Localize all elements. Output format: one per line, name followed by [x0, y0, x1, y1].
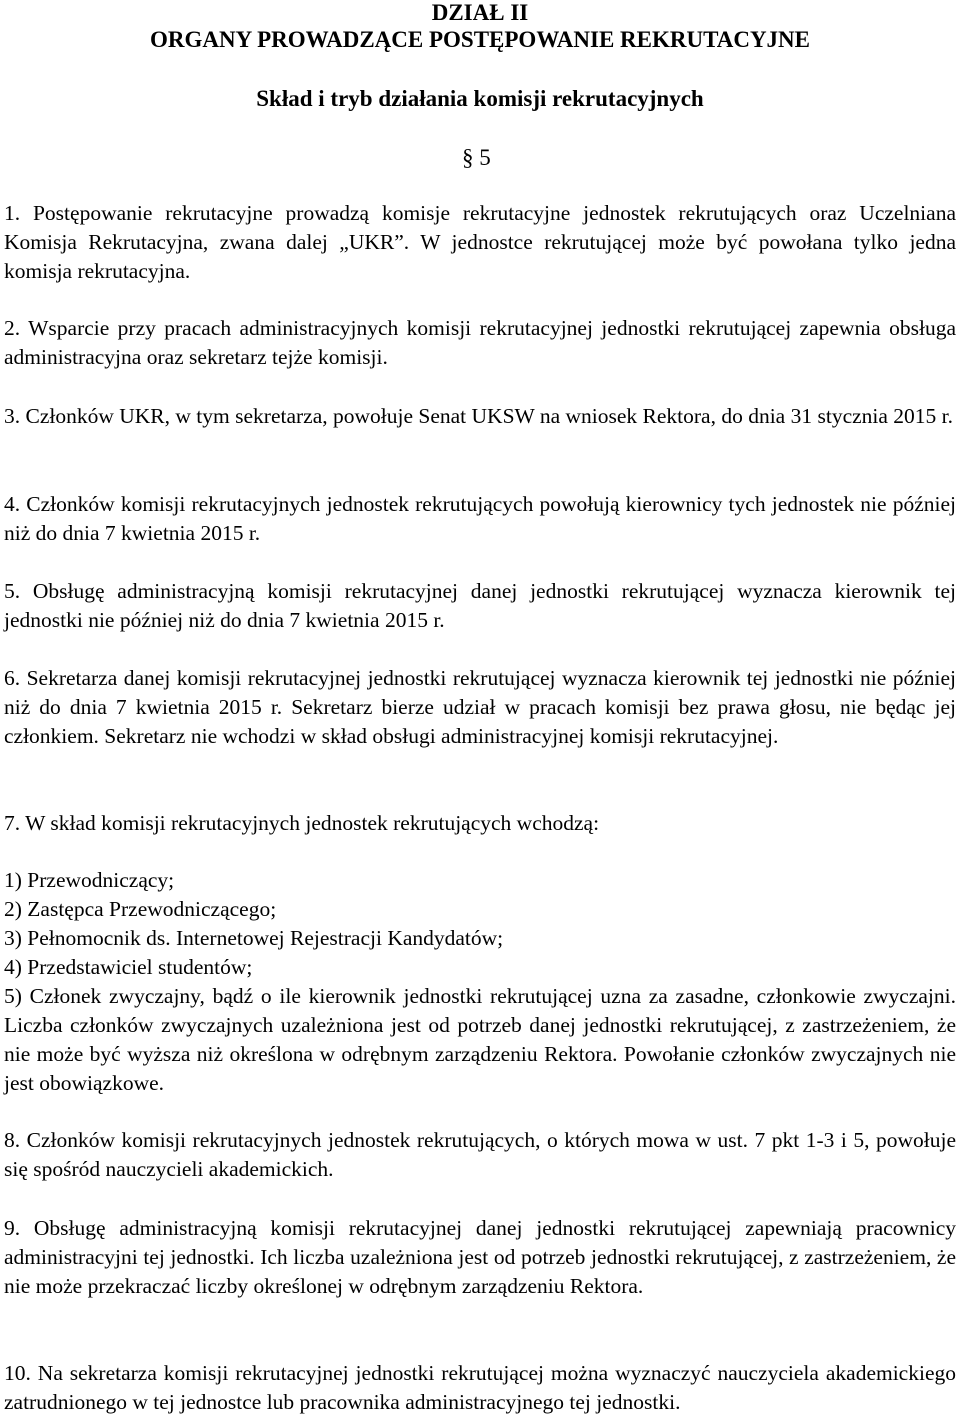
list-item: 5) Członek zwyczajny, bądź o ile kierownik jednostki rekrutującej uzna za zasadne, członkowie zwyczajni. Liczba członków zwyczajnych uzależniona jest od potrzeb danej jednostki rekrutującej, z zastrzeżeniem, że nie może być wyższa niż określona w odrębnym zarządzeniu Rektora. Powołanie członków zwyczajnych nie jest obowiązkowe. — [4, 984, 956, 1095]
part-heading: DZIAŁ II — [431, 0, 529, 25]
paragraph-6: 6. Sekretarza danej komisji rekrutacyjnej jednostki rekrutującej wyznacza kierownik tej jednostki nie później niż do dnia 7 kwietnia 2015 r. Sekretarz bierze udział w pracach komisji bez prawa głosu, nie będąc jej członkiem. Sekretarz nie wchodzi w skład obsługi administracyjnej komisji rekrutacyjnej. — [4, 666, 956, 748]
paragraph-7: 7. W skład komisji rekrutacyjnych jednostek rekrutujących wchodzą: — [4, 811, 600, 835]
list-item: 4) Przedstawiciel studentów; — [4, 955, 253, 979]
paragraph-10: 10. Na sekretarza komisji rekrutacyjnej jednostki rekrutującej można wyznaczyć nauczyciela akademickiego zatrudnionego w tej jednostce lub pracownika administracyjnego tej jednostki. — [4, 1361, 956, 1414]
paragraph-1: 1. Postępowanie rekrutacyjne prowadzą komisje rekrutacyjne jednostek rekrutujących oraz Uczelniana Komisja Rekrutacyjna, zwana dalej „UKR”. W jednostce rekrutującej może być powołana tylko jedna komisja rekrutacyjna. — [4, 201, 956, 283]
list-item: 1) Przewodniczący; — [4, 868, 175, 892]
list-item: 2) Zastępca Przewodniczącego; — [4, 897, 277, 921]
list-item: 3) Pełnomocnik ds. Internetowej Rejestracji Kandydatów; — [4, 926, 504, 950]
committee-members-list — [4, 866, 956, 1098]
chapter-subtitle: Skład i tryb działania komisji rekrutacyjnych — [256, 86, 704, 111]
part-title: ORGANY PROWADZĄCE POSTĘPOWANIE REKRUTACYJNE — [149, 27, 811, 52]
paragraph-4: 4. Członków komisji rekrutacyjnych jednostek rekrutujących powołują kierownicy tych jednostek nie później niż do dnia 7 kwietnia 2015 r. — [4, 492, 956, 545]
section-number: § 5 — [462, 145, 491, 170]
paragraph-2: 2. Wsparcie przy pracach administracyjnych komisji rekrutacyjnej jednostki rekrutującej zapewnia obsługa administracyjna oraz sekretarz tejże komisji. — [4, 316, 956, 369]
paragraph-5: 5. Obsługę administracyjną komisji rekrutacyjnej danej jednostki rekrutującej wyznacza kierownik tej jednostki nie później niż do dnia 7 kwietnia 2015 r. — [4, 579, 956, 632]
paragraph-9: 9. Obsługę administracyjną komisji rekrutacyjnej danej jednostki rekrutującej zapewniają pracownicy administracyjni tej jednostki. Ich liczba uzależniona jest od potrzeb jednostki rekrutującej, z zastrzeżeniem, że nie może przekraczać liczby określonej w odrębnym zarządzeniu Rektora. — [4, 1216, 956, 1298]
paragraph-3: 3. Członków UKR, w tym sekretarza, powołuje Senat UKSW na wniosek Rektora, do dnia 31 stycznia 2015 r. — [4, 404, 954, 428]
paragraph-8: 8. Członków komisji rekrutacyjnych jednostek rekrutujących, o których mowa w ust. 7 pkt 1-3 i 5, powołuje się spośród nauczycieli akademickich. — [4, 1128, 956, 1181]
